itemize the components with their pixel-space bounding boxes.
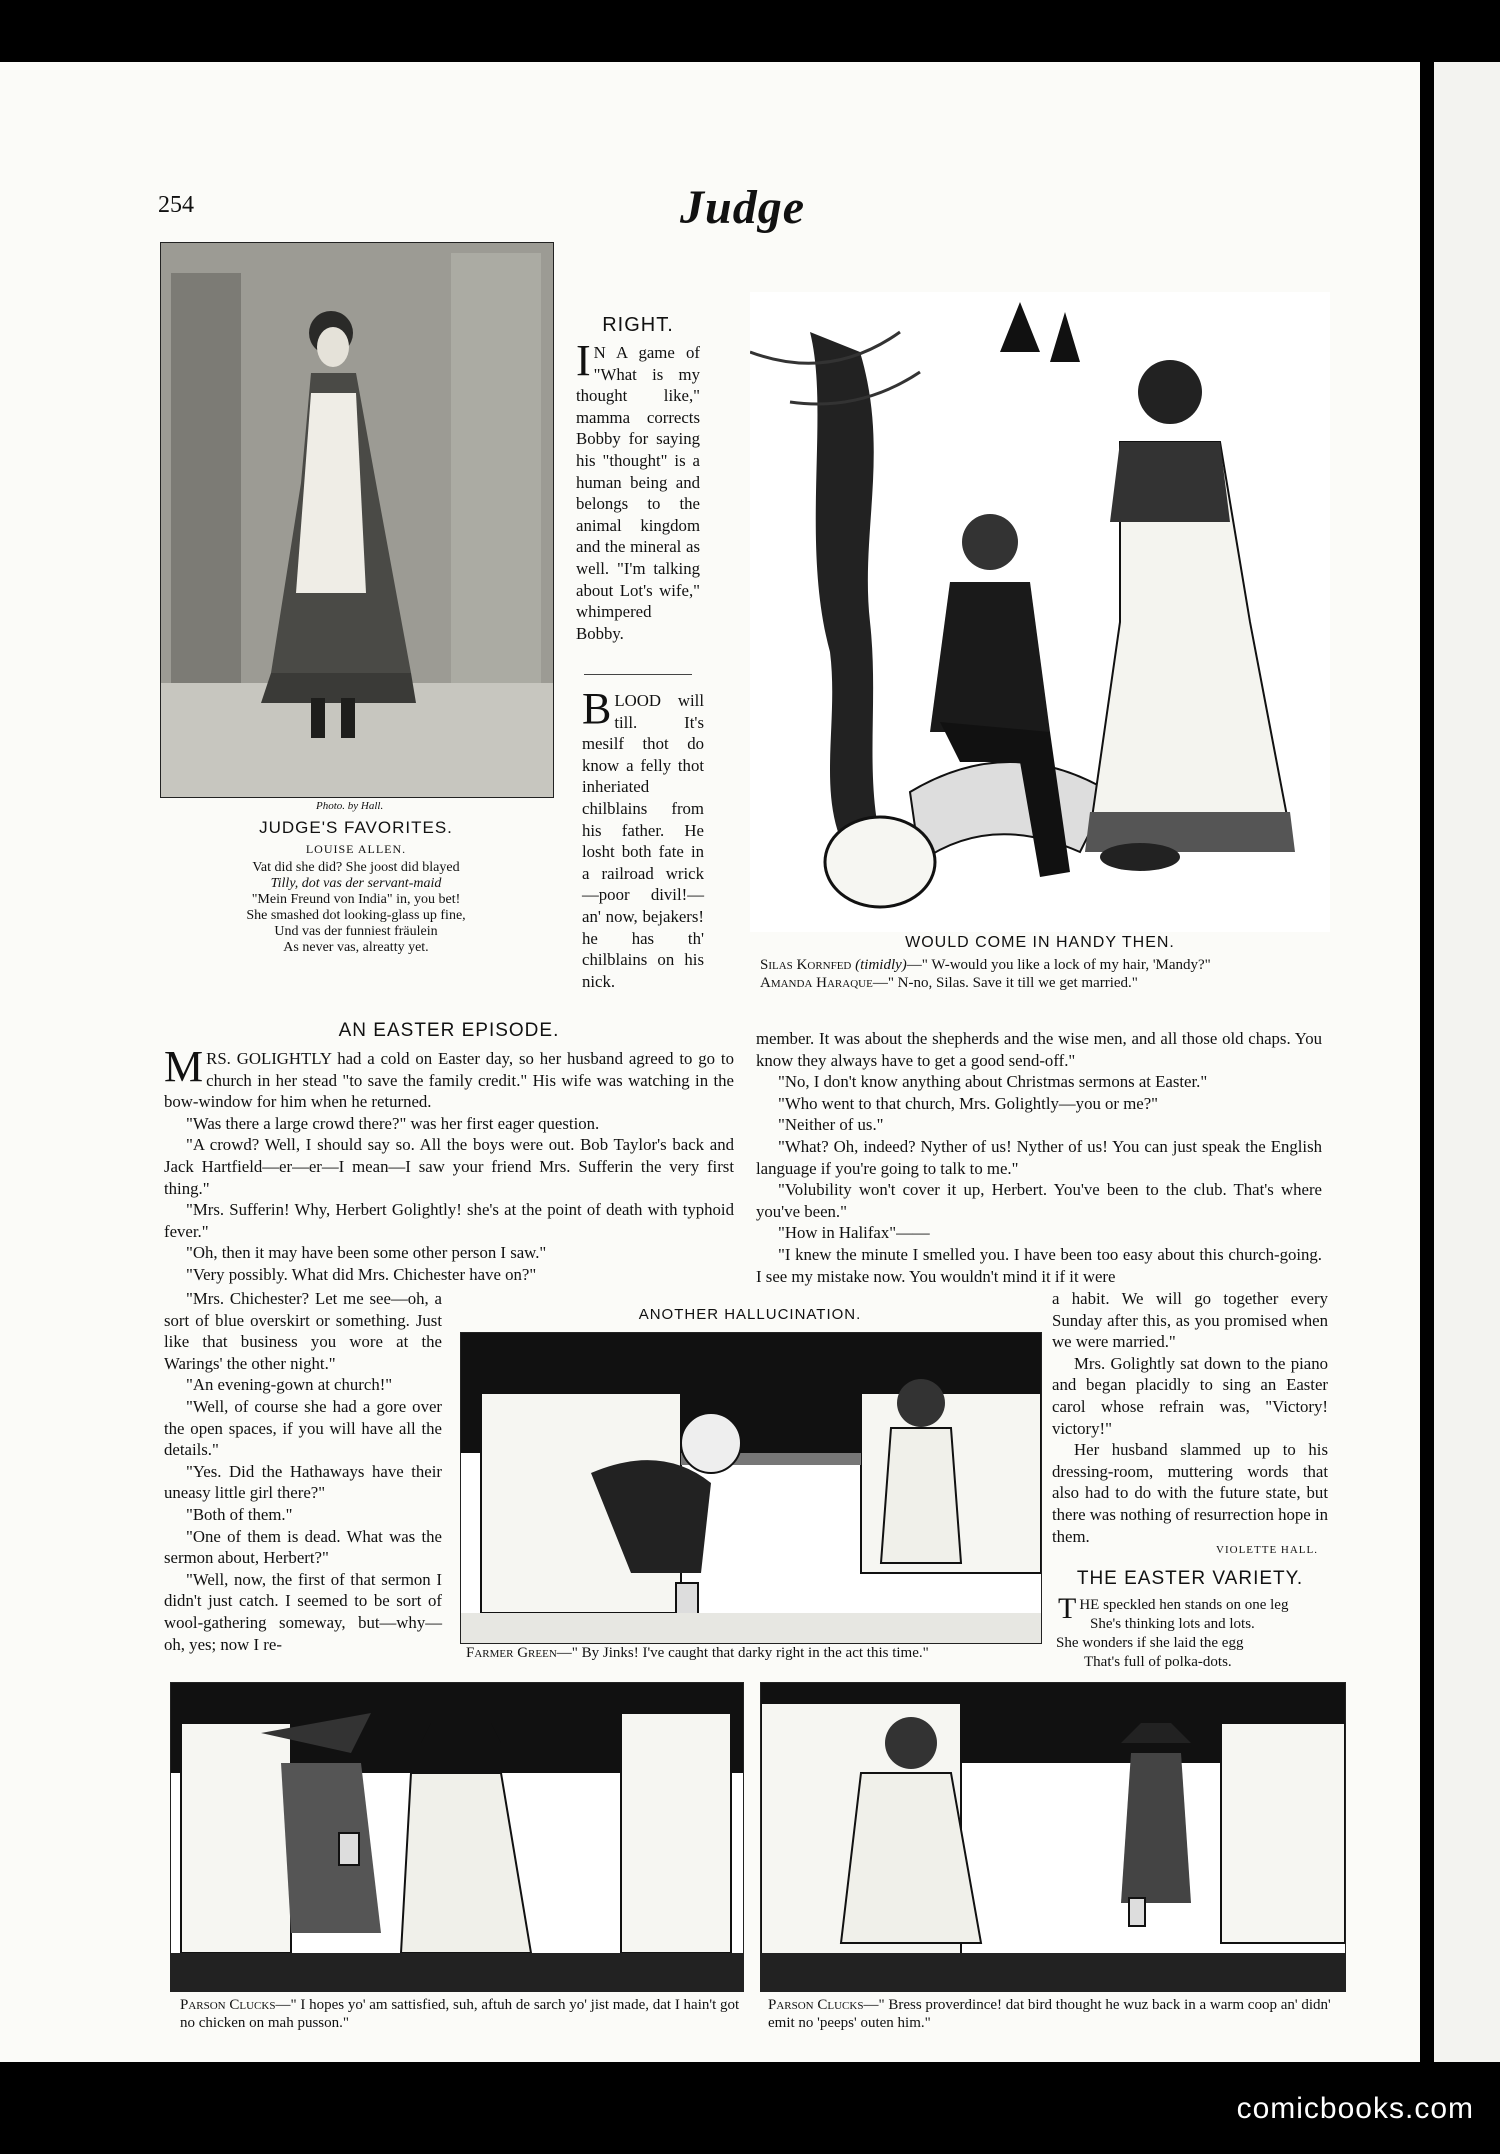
story-paragraph: "A crowd? Well, I should say so. All the boys were out. Bob Taylor's back and Jack Hartfield—er—er—I mean—I saw your friend Mrs. Sufferin the very first thing." — [164, 1135, 734, 1198]
speaker-name: Parson Clucks — [180, 1997, 276, 2013]
verse-line: "Mein Freund von India" in, you bet! — [251, 892, 461, 907]
easter-variety-verse — [1056, 1592, 1326, 1672]
story-paragraph: member. It was about the shepherds and the wise men, and all those old chaps. You know they always have to get a good send-off." — [756, 1029, 1322, 1070]
story-paragraph: "Oh, then it may have been some other person I saw." — [186, 1243, 547, 1263]
story-column-1-wide — [164, 1042, 734, 1286]
story-column-2-wide — [756, 1028, 1322, 1287]
site-watermark: comicbooks.com — [1236, 2092, 1474, 2125]
middle-cartoon-caption — [466, 1644, 1042, 1662]
caption-line-silas — [760, 956, 1330, 974]
page-number: 254 — [158, 192, 194, 218]
cartoon-illustration — [761, 1683, 1345, 1991]
right-text: N A game of "What is my thought like," mamma corrects Bobby for saying his "thought" is a human being and belongs to the animal kingdom and the mineral as well. "I'm talking about Lot's wife," whimpered Bobby. — [576, 343, 700, 643]
bottom-left-caption — [180, 1996, 752, 2032]
story-paragraph: "Volubility won't cover it up, Herbert. You've been to the club. That's where you've been." — [756, 1180, 1322, 1221]
story-paragraph: "One of them is dead. What was the sermon about, Herbert?" — [164, 1526, 442, 1568]
top-cartoon-caption — [760, 956, 1330, 992]
photo-louise-allen — [160, 242, 554, 798]
cartoon-another-hallucination — [460, 1332, 1042, 1644]
story-paragraph: "Who went to that church, Mrs. Golightly—you or me?" — [778, 1093, 1159, 1113]
story-paragraph: "Was there a large crowd there?" was her first eager question. — [186, 1113, 600, 1133]
verse-line: Und vas der funniest fräulein — [274, 924, 438, 939]
story-column-2-narrow — [1052, 1288, 1328, 1547]
right-item — [576, 336, 700, 644]
favorites-verse — [160, 860, 552, 956]
speaker-line: —" I hopes yo' am sattisfied, suh, aftuh de sarch yo' jist made, dat I hain't got no chicken on mah pusson." — [180, 1997, 740, 2031]
story-paragraph: "Yes. Did the Hathaways have their uneasy little girl there?" — [164, 1461, 442, 1503]
story-paragraph: "I knew the minute I smelled you. I have been too easy about this church-going. I see my mistake now. You wouldn't mind it if it were — [756, 1244, 1322, 1286]
story-paragraph: a habit. We will go together every Sunday after this, as you promised when we were married." — [1052, 1289, 1328, 1352]
speaker-line: —" By Jinks! I've caught that darky right in the act this time." — [556, 1645, 929, 1661]
story-column-1-narrow — [164, 1288, 442, 1655]
blood-item — [582, 684, 704, 992]
dropcap: I — [576, 336, 591, 385]
dropcap: M — [164, 1042, 204, 1091]
story-paragraph: Mrs. Golightly sat down to the piano and began placidly to sing an Easter carol whose refrain was, "Victory! victory!" — [1052, 1353, 1328, 1438]
story-paragraph: "Neither of us." — [778, 1115, 884, 1135]
story-paragraph: "Both of them." — [186, 1504, 293, 1524]
top-cartoon-title: WOULD COME IN HANDY THEN. — [905, 934, 1175, 951]
story-paragraph: "Very possibly. What did Mrs. Chichester have on?" — [186, 1264, 537, 1284]
story-paragraph: "No, I don't know anything about Christmas sermons at Easter." — [778, 1072, 1208, 1092]
blood-text: LOOD will till. It's mesilf thot do know a felly thot inheriated chilblains from his father. He losht both fate in a railroad wrick—poor divil!—an' now, bejakers! he has th' chilblains on his nick. — [582, 691, 704, 991]
verse-line: She smashed dot looking-glass up fine, — [246, 908, 466, 923]
bottom-right-caption — [768, 1996, 1346, 2032]
cartoon-illustration — [171, 1683, 743, 1991]
story-paragraph: "Well, of course she had a gore over the open spaces, if you will have all the details." — [164, 1396, 442, 1460]
verse-line: Vat did she did? She joost did blayed — [252, 860, 460, 875]
speaker-line: —" N-no, Silas. Save it till we get married." — [872, 975, 1138, 991]
speaker-name: Silas Kornfed — [760, 957, 852, 973]
story-paragraph: "Mrs. Chichester? Let me see—oh, a sort of blue overskirt or something. Just like that business you wore at the Warings' the other night." — [164, 1289, 442, 1373]
story-author: VIOLETTE HALL. — [1216, 1544, 1318, 1556]
page-edge — [1420, 62, 1434, 2062]
verse-line: Tilly, dot vas der servant-maid — [270, 876, 442, 891]
judges-favorites-title: JUDGE'S FAVORITES. — [259, 818, 453, 837]
photo-credit: Photo. by Hall. — [316, 800, 384, 812]
speaker-name: Farmer Green — [466, 1645, 557, 1661]
verse-line: That's full of polka-dots. — [1084, 1654, 1232, 1670]
cartoon-would-come-in-handy — [750, 292, 1330, 932]
caption-line-amanda — [760, 974, 1330, 992]
speaker-name: Parson Clucks — [768, 1997, 864, 2013]
favorite-name: LOUISE ALLEN. — [305, 842, 407, 856]
verse-text: HE speckled hen stands on one leg — [1079, 1597, 1289, 1613]
story-paragraph: "Well, now, the first of that sermon I didn't just catch. I seemed to be sort of wool-gathering someway, but—why—oh, yes; now I re- — [164, 1569, 442, 1654]
cartoon-illustration — [750, 292, 1330, 932]
story-paragraph: "What? Oh, indeed? Nyther of us! Nyther of us! You can just speak the English language if you're going to talk to me." — [756, 1136, 1322, 1178]
speaker-name: Amanda Haraque — [760, 975, 873, 991]
story-opening: RS. GOLIGHTLY had a cold on Easter day, so her husband agreed to go to church in her stead "to save the family credit." His wife was watching in the bow-window for him when he returned. — [164, 1049, 734, 1112]
cartoon-parson-search — [170, 1682, 744, 1992]
story-paragraph: "Mrs. Sufferin! Why, Herbert Golightly! she's at the point of death with typhoid fever." — [164, 1200, 734, 1241]
story-paragraph: Her husband slammed up to his dressing-room, muttering words that also had to do with the future state, but there was nothing of resurrection hope in them. — [1052, 1440, 1328, 1546]
speaker-line: —" Bress proverdince! dat bird thought he wuz back in a warm coop an' didn' emit no 'peeps' outen him." — [768, 1997, 1331, 2031]
cartoon-illustration — [461, 1333, 1041, 1643]
masthead: Judge — [680, 181, 805, 234]
middle-cartoon-title: ANOTHER HALLUCINATION. — [638, 1306, 862, 1323]
page-sheet — [0, 62, 1420, 2062]
portrait-illustration — [161, 243, 553, 797]
speaker-line: —" W-would you like a lock of my hair, 'Mandy?" — [906, 957, 1211, 973]
dropcap: T — [1058, 1592, 1077, 1625]
speaker-aside: (timidly) — [855, 957, 907, 973]
story-paragraph: "How in Halifax"—— — [778, 1223, 930, 1243]
divider — [584, 674, 692, 675]
verse-line: She wonders if she laid the egg — [1056, 1635, 1244, 1651]
dropcap: B — [582, 684, 612, 733]
right-title: RIGHT. — [602, 314, 674, 336]
verse-line: As never vas, alreatty yet. — [283, 940, 429, 955]
cartoon-parson-proverdince — [760, 1682, 1346, 1992]
next-page-edge — [1434, 62, 1500, 2062]
story-paragraph: "An evening-gown at church!" — [186, 1375, 393, 1395]
verse-line: She's thinking lots and lots. — [1090, 1616, 1255, 1632]
story-title: AN EASTER EPISODE. — [338, 1020, 560, 1041]
easter-variety-title: THE EASTER VARIETY. — [1076, 1568, 1304, 1589]
